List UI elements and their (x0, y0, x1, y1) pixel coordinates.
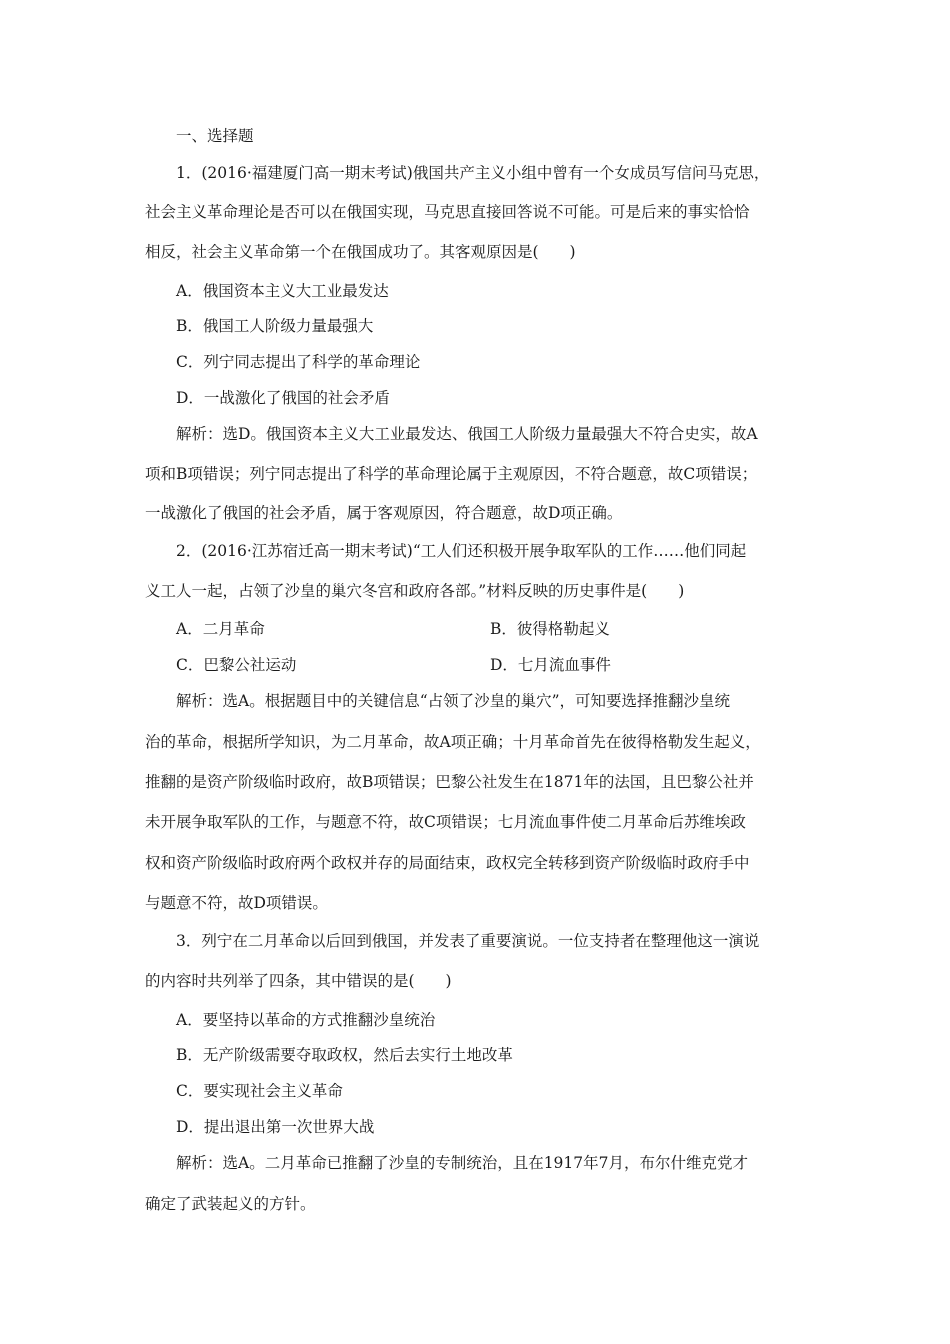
q2-analysis-line-2: 治的革命，根据所学知识，为二月革命，故A项正确；十月革命首先在彼得格勒发生起义， (145, 733, 761, 751)
q3-option-d: D．提出退出第一次世界大战 (176, 1118, 375, 1136)
q3-option-b: B．无产阶级需要夺取政权，然后去实行土地改革 (176, 1046, 513, 1064)
q2-analysis-line-3: 推翻的是资产阶级临时政府，故B项错误；巴黎公社发生在1871年的法国，且巴黎公社并 (145, 773, 754, 791)
q3-option-c: C．要实现社会主义革命 (176, 1082, 343, 1100)
q1-analysis-line-1: 解析：选D。俄国资本主义大工业最发达、俄国工人阶级力量最强大不符合史实，故A (176, 425, 758, 443)
q3-analysis-line-2: 确定了武装起义的方针。 (145, 1195, 316, 1213)
q1-option-a: A．俄国资本主义大工业最发达 (176, 282, 389, 300)
q1-stem-line-1: 1．(2016·福建厦门高一期末考试)俄国共产主义小组中曾有一个女成员写信问马克思， (176, 164, 770, 182)
q1-option-c: C．列宁同志提出了科学的革命理论 (176, 353, 421, 371)
q1-stem-line-3: 相反，社会主义革命第一个在俄国成功了。其客观原因是( ) (145, 243, 576, 261)
q2-analysis-line-6: 与题意不符，故D项错误。 (145, 894, 328, 912)
q2-stem-line-2: 义工人一起，占领了沙皇的巢穴冬宫和政府各部。”材料反映的历史事件是( ) (145, 582, 685, 600)
q2-option-b: B．彼得格勒起义 (490, 620, 610, 638)
section-title: 一、选择题 (176, 127, 254, 145)
q3-stem-line-1: 3．列宁在二月革命以后回到俄国，并发表了重要演说。一位支持者在整理他这一演说 (176, 932, 760, 950)
q2-analysis-line-1: 解析：选A。根据题目中的关键信息“占领了沙皇的巢穴”，可知要选择推翻沙皇统 (176, 692, 731, 710)
q1-analysis-line-2: 项和B项错误；列宁同志提出了科学的革命理论属于主观原因，不符合题意，故C项错误； (145, 465, 758, 483)
q3-stem-line-2: 的内容时共列举了四条，其中错误的是( ) (145, 972, 452, 990)
q1-stem-line-2: 社会主义革命理论是否可以在俄国实现，马克思直接回答说不可能。可是后来的事实恰恰 (145, 203, 750, 221)
q2-stem-line-1: 2．(2016·江苏宿迁高一期末考试)“工人们还积极开展争取军队的工作……他们同起 (176, 542, 747, 560)
q2-option-d: D．七月流血事件 (490, 656, 611, 674)
q1-option-b: B．俄国工人阶级力量最强大 (176, 317, 374, 335)
q1-option-d: D．一战激化了俄国的社会矛盾 (176, 389, 390, 407)
q1-analysis-line-3: 一战激化了俄国的社会矛盾，属于客观原因，符合题意，故D项正确。 (145, 504, 623, 522)
q3-option-a: A．要坚持以革命的方式推翻沙皇统治 (176, 1011, 436, 1029)
q3-analysis-line-1: 解析：选A。二月革命已推翻了沙皇的专制统治，且在1917年7月，布尔什维克党才 (176, 1154, 749, 1172)
q2-option-c: C．巴黎公社运动 (176, 656, 297, 674)
q2-option-a: A．二月革命 (176, 620, 265, 638)
q2-analysis-line-4: 未开展争取军队的工作，与题意不符，故C项错误；七月流血事件使二月革命后苏维埃政 (145, 813, 746, 831)
q2-analysis-line-5: 权和资产阶级临时政府两个政权并存的局面结束，政权完全转移到资产阶级临时政府手中 (145, 854, 750, 872)
